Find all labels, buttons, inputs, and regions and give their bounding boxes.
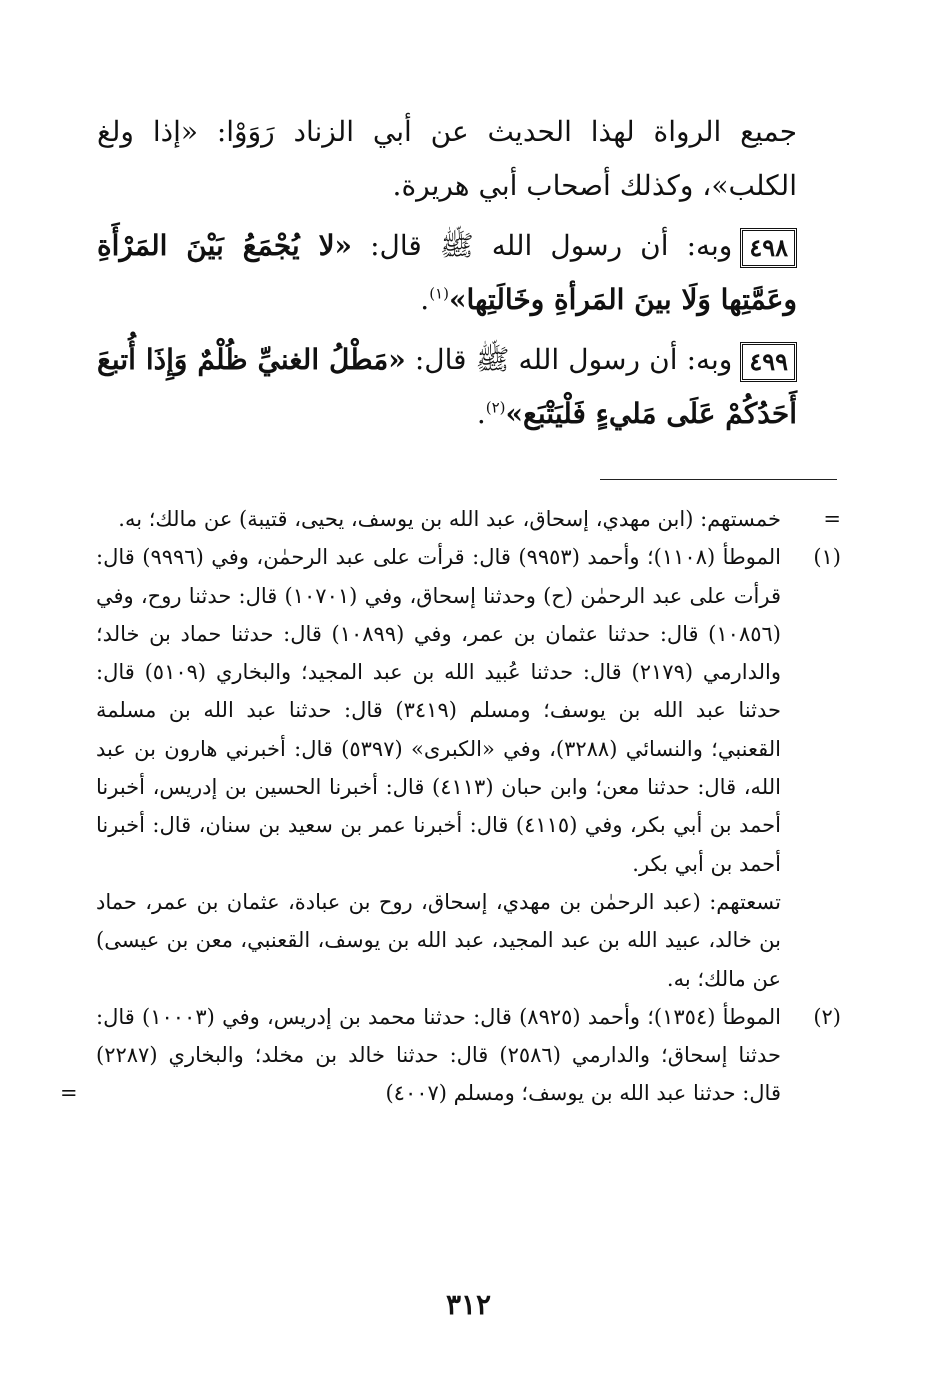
footnote-text: الموطأ (١٣٥٤)؛ وأحمد (٨٩٢٥) قال: حدثنا محمد بن إدريس، وفي (١٠٠٠٣) قال: حدثنا إسحاق؛ والدارمي (٢٥٨٦) قال: حدثنا خالد بن مخلد؛ والبخاري (٢٢٨٧) قال: حدثنا عبد الله بن يوسف؛ ومسلم (٤٠٠٧)	[96, 1004, 782, 1106]
hadith-number-badge: ٤٩٨	[740, 228, 797, 268]
page-number: ٣١٢	[445, 1288, 492, 1321]
footnote-1-summary	[96, 883, 841, 998]
footnote-ref[interactable]: (١)	[429, 284, 449, 303]
footnote-ref[interactable]: (٢)	[485, 398, 506, 417]
footnote-marker: (٢)	[813, 1004, 841, 1029]
footnote-text: خمستهم: (ابن مهدي، إسحاق، عبد الله بن يوسف، يحيى، قتيبة) عن مالك؛ به.	[118, 507, 781, 531]
hadith-number-badge: ٤٩٩	[740, 342, 797, 382]
footnote-divider	[600, 479, 837, 480]
continuation-marker: =	[60, 1081, 78, 1106]
hadith-quote: «لا يُجْمَعُ بَيْنَ المَرْأَةِ وعَمَّتِها وَلَا بينَ المَرأةِ وخَالَتِها»	[97, 229, 797, 316]
hadith-quote: «مَطْلُ الغنيِّ ظُلْمٌ وَإِذَا أُتبعَ أَحَدُكُمْ عَلَى مَليءٍ فَلْيَتْبَع»	[97, 343, 797, 430]
footnote-continuation	[96, 500, 841, 538]
intro-paragraph	[97, 105, 837, 213]
footnote-text: تسعتهم: (عبد الرحمٰن بن مهدي، إسحاق، روح بن عبادة، عثمان بن عمر، حماد بن خالد، عبيد الله بن عبد المجيد، عبد الله بن يوسف، القعنبي، معن بن عيسى) عن مالك؛ به.	[96, 889, 781, 991]
main-text	[97, 105, 837, 447]
footnote-marker: (١)	[813, 545, 841, 570]
hadith-499	[97, 333, 837, 441]
footnotes	[60, 500, 841, 1113]
hadith-498	[97, 219, 837, 327]
intro-text: جميع الرواة لهذا الحديث عن أبي الزناد رَوَوْا: «إذا ولغ الكلب»، وكذلك أصحاب أبي هريرة.	[97, 115, 797, 202]
hadith-end: .	[476, 397, 486, 430]
footnote-1	[96, 538, 841, 883]
hadith-end: .	[420, 283, 430, 316]
footnote-text: الموطأ (١١٠٨)؛ وأحمد (٩٩٥٣) قال: قرأت على عبد الرحمٰن، وفي (٩٩٩٦) قال: قرأت على عبد الرحمٰن (ح) وحدثنا إسحاق، وفي (١٠٧٠١) قال: حدثنا روح، وفي (١٠٨٥٦) قال: حدثنا عثمان بن عمر، وفي (١٠٨٩٩) قال: حدثنا حماد بن خالد؛ والدارمي (٢١٧٩) قال: حدثنا عُبيد الله بن عبد المجيد؛ والبخاري (٥١٠٩) قال: حدثنا عبد الله بن يوسف؛ ومسلم (٣٤١٩) قال: حدثنا عبد الله بن مسلمة القعنبي؛ والنسائي (٣٢٨٨)، وفي «الكبرى» (٥٣٩٧) قال: أخبرني هارون بن عبد الله، قال: حدثنا معن؛ وابن حبان (٤١١٣) قال: أخبرنا الحسين بن إدريس، أخبرنا أحمد بن أبي بكر، وفي (٤١١٥) قال: أخبرنا عمر بن سعيد بن سنان، قال: أخبرنا أحمد بن أبي بكر.	[96, 545, 782, 876]
footnote-2	[60, 998, 841, 1113]
continuation-marker: =	[823, 507, 841, 531]
hadith-intro: وبه: أن رسول الله ﷺ قال:	[352, 229, 733, 262]
hadith-intro: وبه: أن رسول الله ﷺ قال:	[405, 343, 733, 376]
